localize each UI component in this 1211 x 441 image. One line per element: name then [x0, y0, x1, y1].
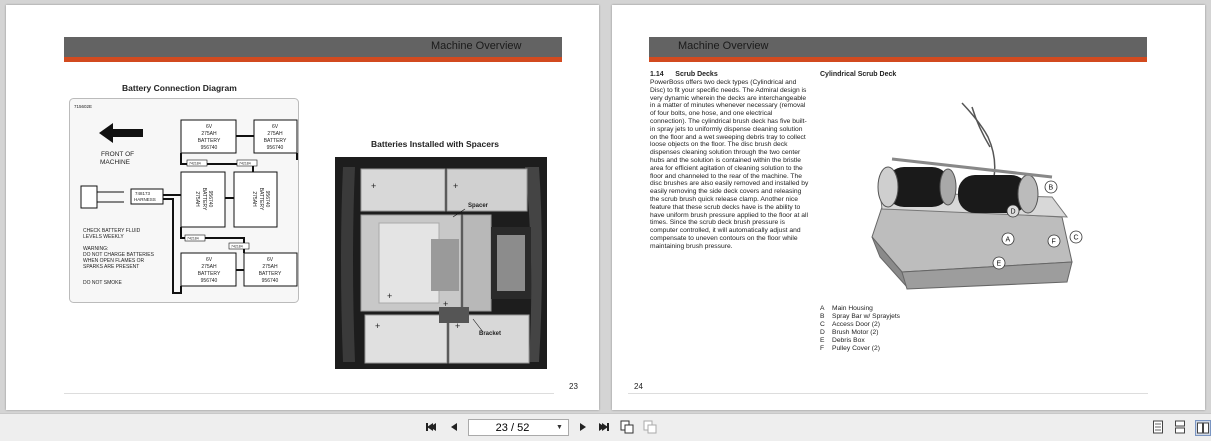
svg-text:DO NOT CHARGE BATTERIES: DO NOT CHARGE BATTERIES: [83, 252, 154, 258]
svg-text:956740: 956740: [207, 190, 213, 208]
page-number-select[interactable]: [468, 419, 569, 436]
page-number: 23: [569, 382, 578, 391]
previous-page-icon: [449, 421, 459, 433]
legend-item: B Spray Bar w/ Sprayjets: [820, 313, 901, 320]
svg-text:742184: 742184: [231, 244, 243, 249]
svg-text:6V: 6V: [266, 257, 274, 263]
svg-text:BATTERY: BATTERY: [258, 187, 264, 211]
svg-text:B: B: [1048, 184, 1054, 192]
battery-connection-diagram: [69, 98, 299, 303]
front-label-1: FRONT OF: [101, 151, 135, 158]
svg-text:6V: 6V: [205, 257, 213, 263]
document-page-right: [612, 5, 1205, 410]
document-page-left: [6, 5, 599, 410]
section-heading: [650, 71, 718, 78]
front-label-2: MACHINE: [100, 159, 130, 166]
svg-text:BATTERY: BATTERY: [197, 271, 221, 277]
svg-text:WHEN OPEN FLAMES OR: WHEN OPEN FLAMES OR: [83, 258, 145, 264]
last-page-icon: [598, 421, 610, 433]
continuous-view-button[interactable]: [1173, 420, 1187, 434]
svg-text:275AH: 275AH: [201, 264, 217, 270]
svg-text:+: +: [453, 181, 459, 191]
footer-line: [64, 393, 554, 394]
legend-item: E Debris Box: [820, 337, 865, 344]
svg-text:275AH: 275AH: [194, 191, 200, 207]
legend-item: D Brush Motor (2): [820, 329, 879, 336]
svg-text:+: +: [443, 299, 449, 309]
next-page-button[interactable]: [576, 420, 590, 434]
label-bracket: Bracket: [479, 331, 502, 337]
svg-text:+: +: [387, 291, 393, 301]
svg-text:6V: 6V: [271, 124, 279, 130]
svg-text:+: +: [375, 321, 381, 331]
svg-text:+: +: [455, 321, 461, 331]
last-page-button[interactable]: [597, 420, 611, 434]
svg-text:275AH: 275AH: [267, 131, 283, 137]
single-page-icon: [1152, 420, 1164, 434]
section-title: Scrub Decks: [675, 71, 718, 78]
svg-text:DO NOT SMOKE: DO NOT SMOKE: [83, 280, 122, 286]
header-title: Machine Overview: [678, 40, 769, 52]
two-page-icon: [1197, 422, 1209, 434]
svg-text:742184: 742184: [189, 161, 201, 166]
first-page-button[interactable]: [424, 420, 438, 434]
legend-item: A Main Housing: [820, 305, 873, 312]
svg-text:748173: 748173: [135, 191, 151, 196]
svg-text:D: D: [1010, 208, 1016, 216]
svg-text:F: F: [1051, 238, 1056, 246]
svg-text:956740: 956740: [261, 278, 279, 284]
svg-text:275AH: 275AH: [251, 191, 257, 207]
svg-text:E: E: [996, 260, 1002, 268]
batteries-photo: [335, 157, 547, 369]
page-number: 24: [634, 382, 643, 391]
footer-line: [628, 393, 1148, 394]
svg-text:956740: 956740: [266, 145, 284, 151]
section-body: PowerBoss offers two deck types (Cylindrical and Disc) to fit your specific needs. The Admiral design is very dynamic wherein the decks are interchangeable in a matter of minutes whenever necessary (removal of four bolts, one hose, and one electrical connection). The cylindrical brush deck has five built-in spray jets to uniformly dispense cleaning solution on the floor and a wet sweeping debris tray to collect loose objects on the floor. The disc brush deck dispenses cleaning solution through the two center hubs and the solution is contained within the bristle area for efficient agitation of cleaning solution to the floor and channeled to the rear of the machine. The disc brushes are also easily removed and installed by easily removing the side deck covers and releasing the scrub brush quick release clamp. Another nice feature that these scrub decks have is the ability to have uniform brush pressure applied to the floor at all times. Since the scrub deck brush pressure is computer controlled, it will automatically adjust and compensate to uneven contours on the floor while maintaining brush pressure.: [650, 79, 809, 250]
legend-item: C Access Door (2): [820, 321, 880, 328]
connector: [81, 186, 97, 208]
diagram-title: Battery Connection Diagram: [122, 83, 237, 93]
svg-text:+: +: [371, 181, 377, 191]
svg-text:956740: 956740: [200, 278, 218, 284]
svg-text:SPARKS ARE PRESENT: SPARKS ARE PRESENT: [83, 264, 140, 270]
continuous-page-icon: [1174, 420, 1186, 434]
svg-text:HARNESS: HARNESS: [134, 197, 156, 202]
figure-title: Cylindrical Scrub Deck: [820, 71, 897, 78]
fit-width-icon: [643, 420, 657, 434]
svg-text:WARNING:: WARNING:: [83, 246, 109, 252]
two-page-view-button[interactable]: [1195, 420, 1211, 436]
svg-text:CHECK BATTERY FLUID: CHECK BATTERY FLUID: [83, 228, 141, 234]
svg-text:956740: 956740: [200, 145, 218, 151]
previous-page-button[interactable]: [447, 420, 461, 434]
svg-text:275AH: 275AH: [262, 264, 278, 270]
fit-width-button[interactable]: [643, 420, 657, 434]
label-spacer: Spacer: [468, 203, 489, 209]
svg-text:LEVELS WEEKLY: LEVELS WEEKLY: [83, 234, 124, 240]
svg-text:BATTERY: BATTERY: [201, 187, 207, 211]
figure-legend: [820, 305, 900, 353]
svg-text:956740: 956740: [264, 190, 270, 208]
svg-text:BATTERY: BATTERY: [263, 138, 287, 144]
svg-text:C: C: [1073, 234, 1079, 242]
viewer-toolbar: [0, 413, 1211, 441]
legend-item: F Pulley Cover (2): [820, 345, 880, 352]
svg-text:742184: 742184: [239, 161, 251, 166]
part-code: 715602E: [74, 104, 93, 109]
svg-text:BATTERY: BATTERY: [258, 271, 282, 277]
single-page-view-button[interactable]: [1151, 420, 1165, 434]
first-page-icon: [425, 421, 437, 433]
scrub-deck-illustration: [862, 97, 1092, 297]
next-page-icon: [578, 421, 588, 433]
svg-text:742184: 742184: [187, 236, 199, 241]
fit-page-button[interactable]: [620, 420, 634, 434]
svg-text:A: A: [1005, 236, 1011, 244]
page-indicator: 23 / 52: [495, 421, 530, 434]
svg-text:BATTERY: BATTERY: [197, 138, 221, 144]
svg-text:6V: 6V: [205, 124, 213, 130]
header-title: Machine Overview: [431, 40, 522, 52]
svg-text:275AH: 275AH: [201, 131, 217, 137]
chevron-down-icon: ▼: [556, 424, 563, 431]
header-accent: [64, 57, 562, 62]
fit-page-icon: [620, 420, 634, 434]
section-number: 1.14: [650, 71, 664, 78]
header-accent: [649, 57, 1147, 62]
photo-title: Batteries Installed with Spacers: [371, 139, 500, 149]
